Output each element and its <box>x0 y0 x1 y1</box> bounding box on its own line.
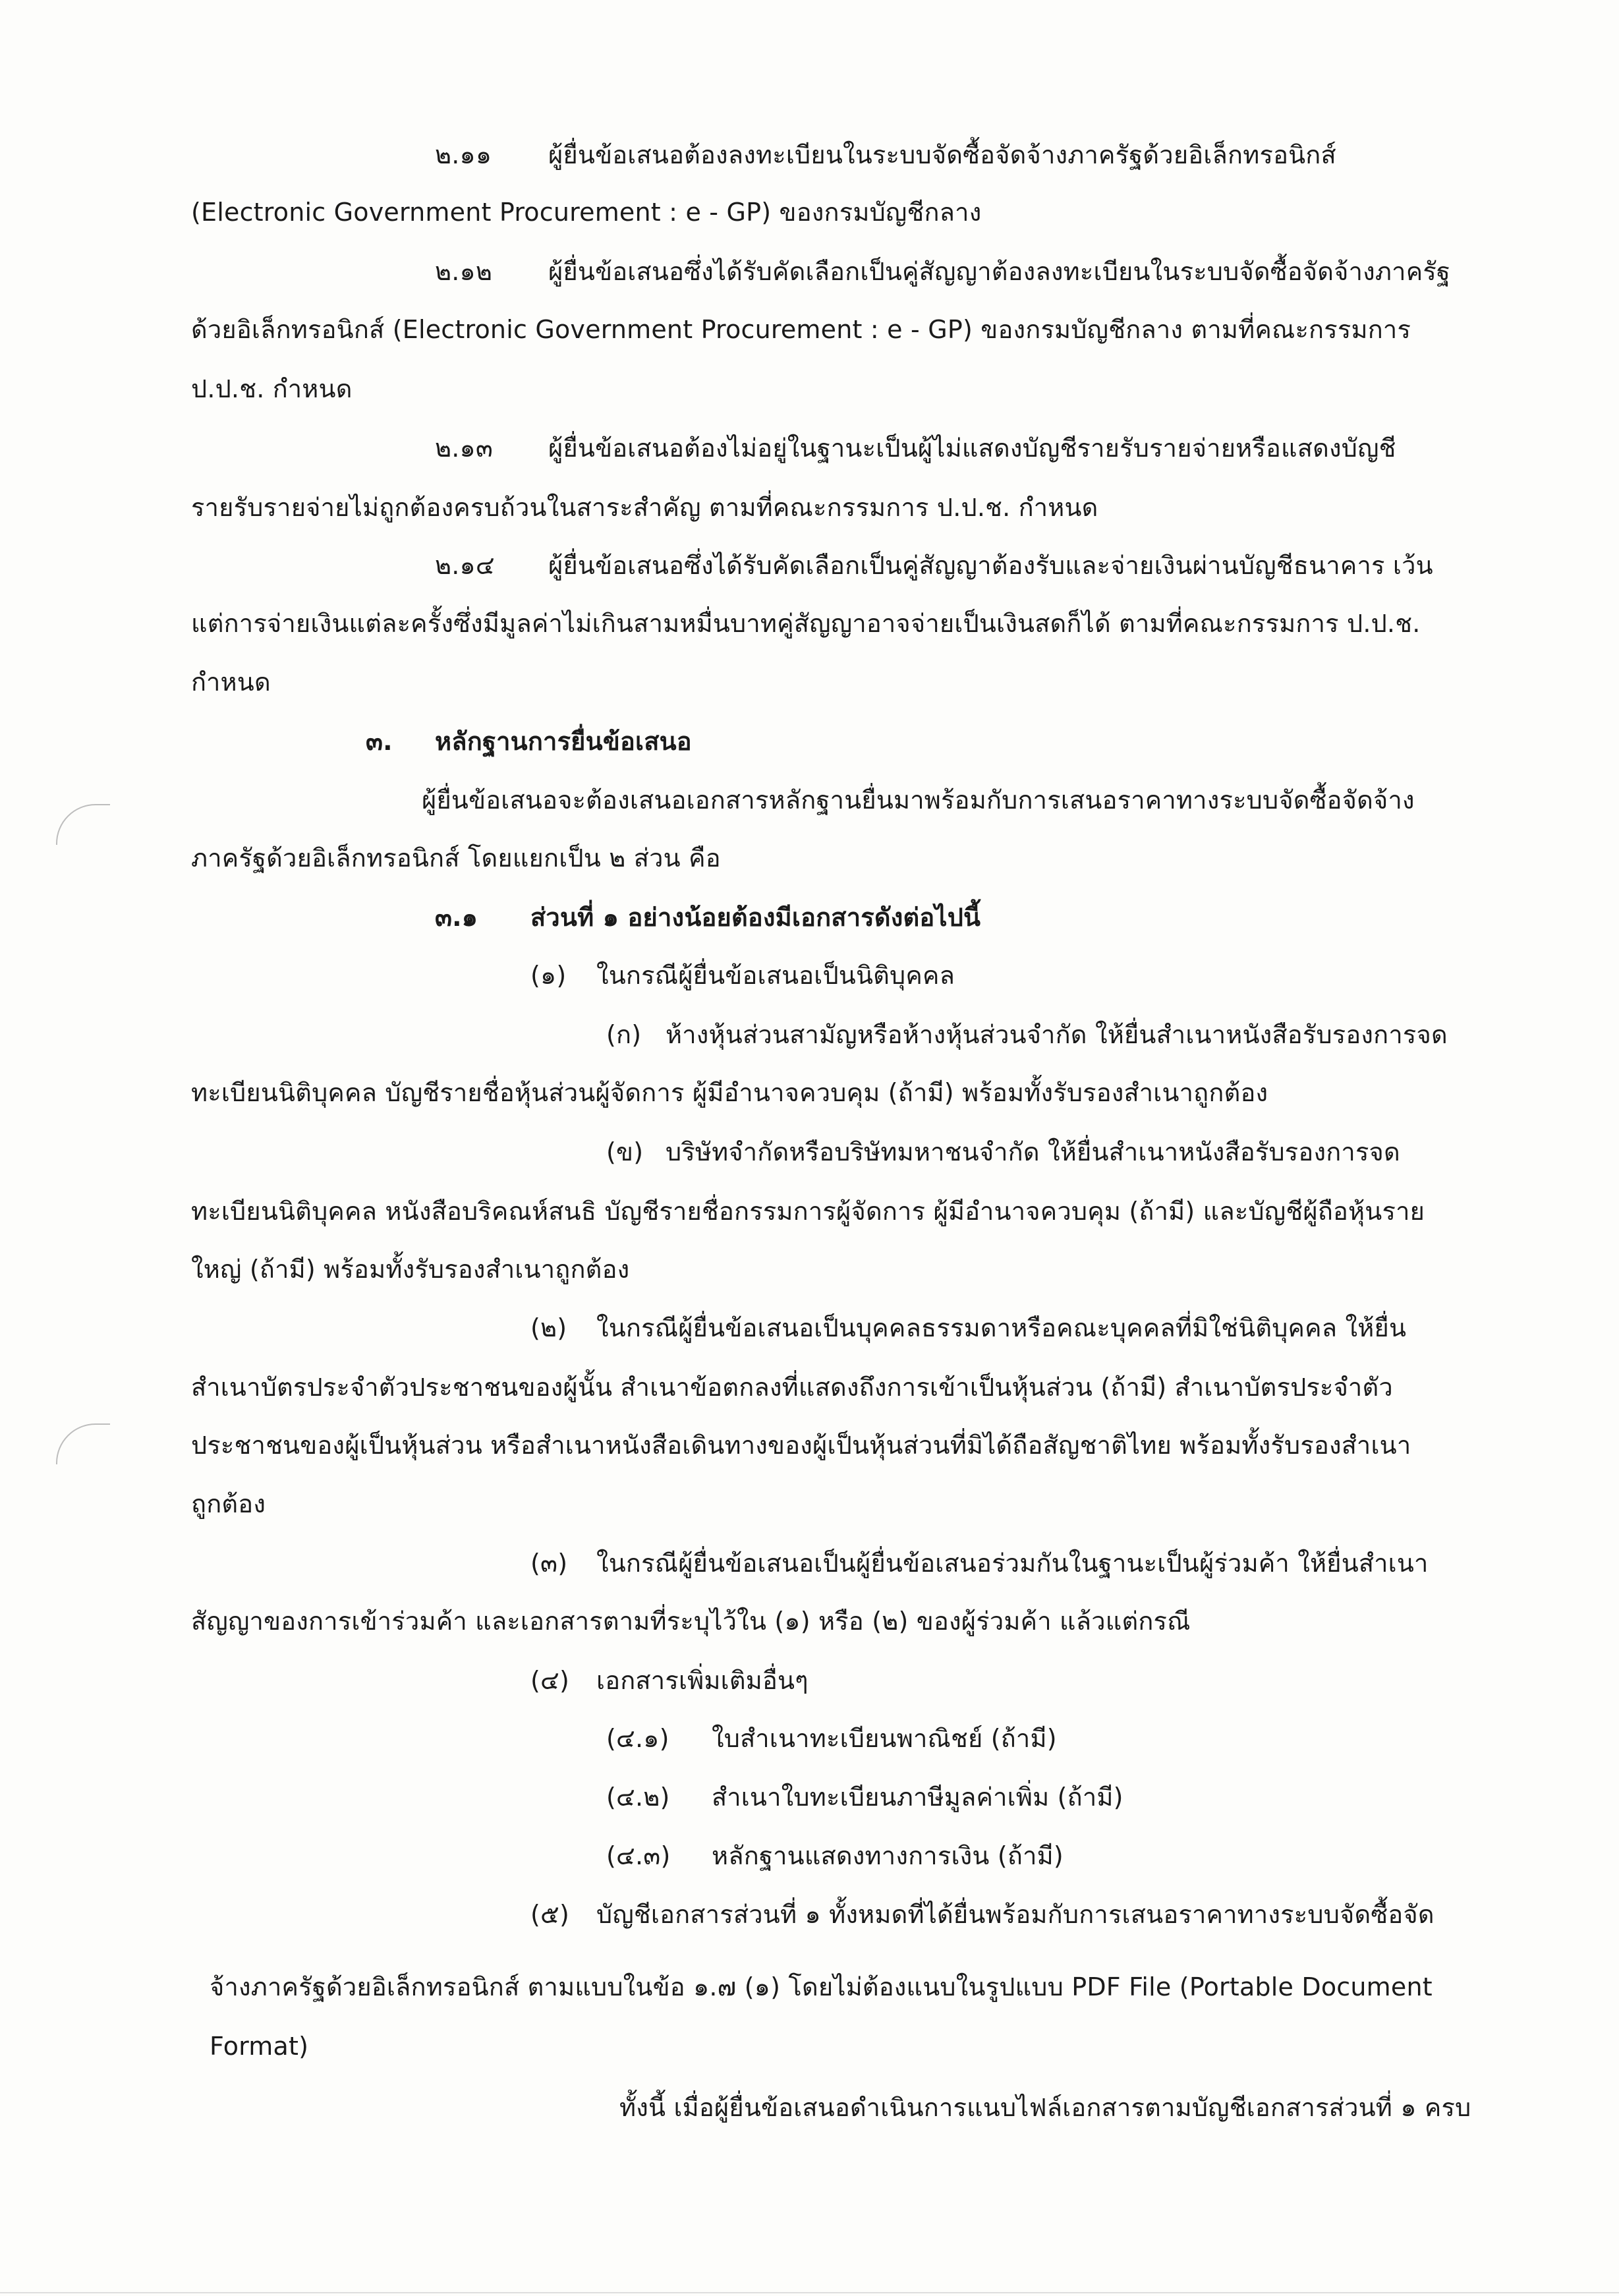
item-3-line1: ในกรณีผู้ยื่นข้อเสนอเป็นผู้ยื่นข้อเสนอร่วมกันในฐานะเป็นผู้ร่วมค้า ให้ยื่นสำเนา <box>596 1549 1429 1578</box>
punch-hole-mark-lower <box>56 1423 110 1464</box>
section-3-1-title: ส่วนที่ ๑ อย่างน้อยต้องมีเอกสารดังต่อไปนี้ <box>530 903 981 932</box>
item-1a-line1: ห้างหุ้นส่วนสามัญหรือห้างหุ้นส่วนจำกัด ให้ยื่นสำเนาหนังสือรับรองการจด <box>666 1020 1448 1049</box>
section-2-13-number: ๒.๑๓ <box>435 434 494 463</box>
item-5-line1: บัญชีเอกสารส่วนที่ ๑ ทั้งหมดที่ได้ยื่นพร้อมกับการเสนอราคาทางระบบจัดซื้อจัด <box>596 1900 1434 1929</box>
item-4-1-text: ใบสำเนาทะเบียนพาณิชย์ (ถ้ามี) <box>712 1724 1057 1753</box>
section-2-12-line2: ด้วยอิเล็กทรอนิกส์ (Electronic Government Procurement : e - GP) ของกรมบัญชีกลาง ตามที่คณะกรรมการ <box>191 315 1411 344</box>
section-2-14-line2: แต่การจ่ายเงินแต่ละครั้งซึ่งมีมูลค่าไม่เกินสามหมื่นบาทคู่สัญญาอาจจ่ายเป็นเงินสดก็ได้ ตามที่คณะกรรมการ ป.ป.ช. <box>191 609 1421 638</box>
section-2-11-line2: (Electronic Government Procurement : e - GP) ของกรมบัญชีกลาง <box>191 198 982 227</box>
item-4-2-text: สำเนาใบทะเบียนภาษีมูลค่าเพิ่ม (ถ้ามี) <box>712 1783 1123 1812</box>
item-2-number: (๒) <box>530 1313 567 1342</box>
item-1a-line2: ทะเบียนนิติบุคคล บัญชีรายชื่อหุ้นส่วนผู้จัดการ ผู้มีอำนาจควบคุม (ถ้ามี) พร้อมทั้งรับรองสำเนาถูกต้อง <box>191 1078 1268 1107</box>
item-4-3-text: หลักฐานแสดงทางการเงิน (ถ้ามี) <box>712 1841 1064 1870</box>
item-1b-line2: ทะเบียนนิติบุคคล หนังสือบริคณห์สนธิ บัญชีรายชื่อกรรมการผู้จัดการ ผู้มีอำนาจควบคุม (ถ้ามี) และบัญชีผู้ถือหุ้นราย <box>191 1197 1425 1226</box>
section-2-12-line3: ป.ป.ช. กำหนด <box>191 374 353 403</box>
item-4-text: เอกสารเพิ่มเติมอื่นๆ <box>596 1666 809 1695</box>
section-3-number: ๓. <box>366 727 393 756</box>
section-2-14-line3: กำหนด <box>191 668 271 697</box>
item-5-line3: Format) <box>210 2032 309 2061</box>
punch-hole-mark-upper <box>56 804 110 845</box>
section-2-13-line1: ผู้ยื่นข้อเสนอต้องไม่อยู่ในฐานะเป็นผู้ไม่แสดงบัญชีรายรับรายจ่ายหรือแสดงบัญชี <box>548 434 1396 463</box>
item-1-text: ในกรณีผู้ยื่นข้อเสนอเป็นนิติบุคคล <box>596 961 955 990</box>
section-3-1-number: ๓.๑ <box>435 903 478 932</box>
section-3-line1: ผู้ยื่นข้อเสนอจะต้องเสนอเอกสารหลักฐานยื่นมาพร้อมกับการเสนอราคาทางระบบจัดซื้อจัดจ้าง <box>422 786 1415 815</box>
item-4-3-number: (๔.๓) <box>606 1841 671 1870</box>
section-3-line2: ภาครัฐด้วยอิเล็กทรอนิกส์ โดยแยกเป็น ๒ ส่วน คือ <box>191 844 721 873</box>
item-4-1-number: (๔.๑) <box>606 1724 669 1753</box>
section-2-13-line2: รายรับรายจ่ายไม่ถูกต้องครบถ้วนในสาระสำคัญ ตามที่คณะกรรมการ ป.ป.ช. กำหนด <box>191 493 1098 522</box>
section-2-11-line1: ผู้ยื่นข้อเสนอต้องลงทะเบียนในระบบจัดซื้อจัดจ้างภาครัฐด้วยอิเล็กทรอนิกส์ <box>548 140 1336 169</box>
item-2-line1: ในกรณีผู้ยื่นข้อเสนอเป็นบุคคลธรรมดาหรือคณะบุคคลที่มิใช่นิติบุคคล ให้ยื่น <box>596 1313 1407 1342</box>
item-3-number: (๓) <box>530 1549 568 1578</box>
item-1b-line3: ใหญ่ (ถ้ามี) พร้อมทั้งรับรองสำเนาถูกต้อง <box>191 1255 630 1284</box>
section-2-14-line1: ผู้ยื่นข้อเสนอซึ่งได้รับคัดเลือกเป็นคู่สัญญาต้องรับและจ่ายเงินผ่านบัญชีธนาคาร เว้น <box>548 551 1433 580</box>
item-1b-number: (ข) <box>606 1137 644 1166</box>
item-4-number: (๔) <box>530 1666 570 1695</box>
item-2-line2: สำเนาบัตรประจำตัวประชาชนของผู้นั้น สำเนาข้อตกลงที่แสดงถึงการเข้าเป็นหุ้นส่วน (ถ้ามี) สำเนาบัตรประจำตัว <box>191 1373 1393 1402</box>
section-2-14-number: ๒.๑๔ <box>435 551 495 580</box>
item-5-number: (๕) <box>530 1900 570 1929</box>
item-1-number: (๑) <box>530 961 567 990</box>
item-1a-number: (ก) <box>606 1020 642 1049</box>
section-2-12-line1: ผู้ยื่นข้อเสนอซึ่งได้รับคัดเลือกเป็นคู่สัญญาต้องลงทะเบียนในระบบจัดซื้อจัดจ้างภาครัฐ <box>548 257 1451 286</box>
item-5-line2: จ้างภาครัฐด้วยอิเล็กทรอนิกส์ ตามแบบในข้อ ๑.๗ (๑) โดยไม่ต้องแนบในรูปแบบ PDF File (Portable Document <box>210 1972 1433 2001</box>
section-2-12-number: ๒.๑๒ <box>435 257 493 286</box>
section-2-11-number: ๒.๑๑ <box>435 140 492 169</box>
item-4-2-number: (๔.๒) <box>606 1783 670 1812</box>
item-3-line2: สัญญาของการเข้าร่วมค้า และเอกสารตามที่ระบุไว้ใน (๑) หรือ (๒) ของผู้ร่วมค้า แล้วแต่กรณี <box>191 1607 1191 1636</box>
scan-edge-line <box>0 2292 1619 2293</box>
section-3-title: หลักฐานการยื่นข้อเสนอ <box>435 727 692 756</box>
item-2-line3: ประชาชนของผู้เป็นหุ้นส่วน หรือสำเนาหนังสือเดินทางของผู้เป็นหุ้นส่วนที่มิได้ถือสัญชาติไทย พร้อมทั้งรับรองสำเนา <box>191 1431 1411 1460</box>
closing-line1: ทั้งนี้ เมื่อผู้ยื่นข้อเสนอดำเนินการแนบไฟล์เอกสารตามบัญชีเอกสารส่วนที่ ๑ ครบ <box>619 2093 1471 2122</box>
item-1b-line1: บริษัทจำกัดหรือบริษัทมหาชนจำกัด ให้ยื่นสำเนาหนังสือรับรองการจด <box>666 1137 1400 1166</box>
item-2-line4: ถูกต้อง <box>191 1489 266 1518</box>
